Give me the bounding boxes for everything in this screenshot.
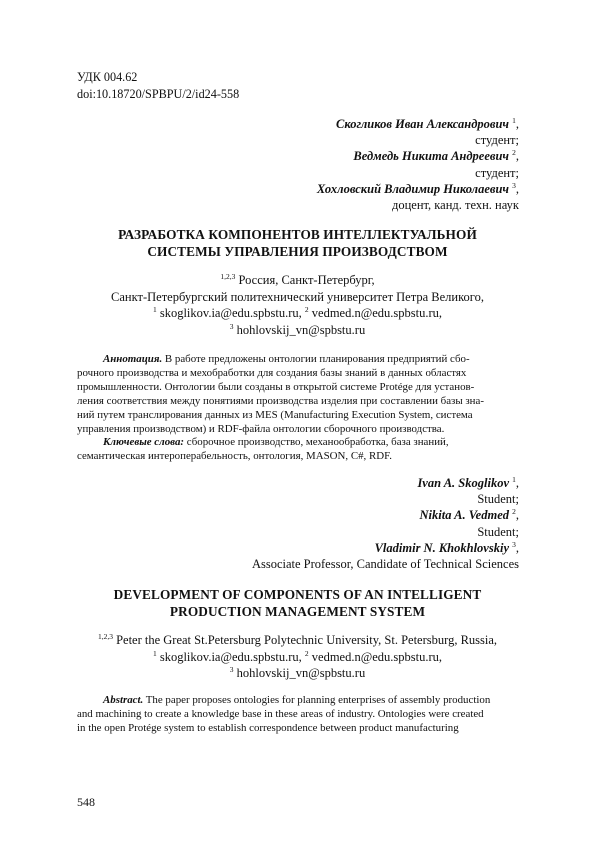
- udk-code: УДК 004.62: [77, 70, 138, 84]
- authors-ru: [317, 116, 519, 213]
- email-1: skoglikov.ia@edu.spbstu.ru,: [156, 306, 305, 321]
- author-en-3: Vladimir N. Khokhlovskiy $^3$,: [374, 539, 519, 555]
- author-en-1-role: Student;: [477, 492, 519, 507]
- affiliation-en: [40, 632, 555, 682]
- author-ru-3-role: доцент, канд. техн. наук: [391, 198, 519, 213]
- author-ru-3: Хохловский Владимир Николаевич $^3$,: [316, 180, 519, 196]
- affiliation-ru-emails: $^1$ skoglikov.ia@edu.spbstu.ru, $^2$ vedmed.n@edu.spbstu.ru,: [152, 305, 443, 321]
- affiliation-ru-email-3: $^3$ hohlovskij_vn@spbstu.ru: [229, 321, 366, 337]
- doi: doi:10.18720/SPBPU/2/id24-558: [77, 87, 240, 101]
- author-ru-2-role: студент;: [475, 165, 519, 180]
- email-3: hohlovskij_vn@spbstu.ru: [233, 322, 366, 337]
- abstract-ru-line-2: рочного производства и мехобработки для создания базы знаний в данных областях: [77, 366, 467, 379]
- abstract-en-line-3: in the open Protége system to establish correspondence between product manufacturing: [77, 721, 459, 734]
- abstract-en: [77, 694, 517, 736]
- affiliation-ru-location: $^{1,2,3}$ Россия, Санкт-Петербург,: [220, 272, 375, 287]
- title-ru-line-1: РАЗРАБОТКА КОМПОНЕНТОВ ИНТЕЛЛЕКТУАЛЬНОЙ: [118, 227, 477, 242]
- author-ru-1-role: студент;: [475, 133, 519, 148]
- author-en-1: Ivan A. Skoglikov $^1$,: [417, 475, 519, 490]
- affiliation-en-emails: $^1$ skoglikov.ia@edu.spbstu.ru, $^2$ vedmed.n@edu.spbstu.ru,: [152, 648, 443, 664]
- affiliation-ru-university: Санкт-Петербургский политехнический университет Петра Великого,: [111, 289, 484, 304]
- title-en-line-2: PRODUCTION MANAGEMENT SYSTEM: [169, 603, 426, 619]
- email-1-en: skoglikov.ia@edu.spbstu.ru,: [156, 649, 305, 664]
- keywords-ru-line-1: Ключевые слова: сборочное производство, механообработка, база знаний,: [103, 436, 449, 449]
- page-number: 548: [77, 795, 95, 809]
- abstract-en-line-1: Abstract. The paper proposes ontologies for planning enterprises of assembly production: [103, 694, 491, 706]
- author-ru-1: Скогликов Иван Александрович $^1$,: [336, 116, 519, 131]
- authors-en: [252, 475, 519, 572]
- affiliation-en-location: $^{1,2,3}$ Peter the Great St.Petersburg Polytechnic University, St. Petersburg, Russia,: [97, 632, 498, 647]
- abstract-en-line-2: and machining to create a knowledge base in these areas of industry. Ontologies were created: [77, 707, 484, 720]
- abstract-ru-line-5: ний путем транслирования данных из MES (Manufacturing Execution System, система: [77, 408, 473, 421]
- affiliation-ru: [40, 272, 555, 338]
- author-ru-2: Ведмедь Никита Андреевич $^2$,: [353, 148, 519, 164]
- author-en-2-role: Student;: [477, 524, 519, 539]
- abstract-ru-line-6: управления производством) и RDF-файла онтологии сборочного производства.: [77, 422, 445, 435]
- keywords-ru-line-2: семантическая интероперабельность, онтология, MASON, C#, RDF.: [77, 450, 393, 463]
- title-ru: [60, 227, 535, 260]
- abstract-ru-line-3: промышленности. Онтологии были созданы в открытой системе Protége для установ-: [77, 380, 475, 393]
- email-2-en: vedmed.n@edu.spbstu.ru,: [308, 649, 443, 664]
- title-ru-line-2: СИСТЕМЫ УПРАВЛЕНИЯ ПРОИЗВОДСТВОМ: [147, 243, 448, 259]
- abstract-ru-line-1: Аннотация. В работе предложены онтологии планирования предприятий сбо-: [103, 353, 470, 365]
- author-en-3-role: Associate Professor, Candidate of Technical Sciences: [251, 557, 519, 572]
- abstract-ru: [77, 353, 517, 464]
- email-2: vedmed.n@edu.spbstu.ru,: [308, 306, 443, 321]
- title-en-line-1: DEVELOPMENT OF COMPONENTS OF AN INTELLIGENT: [113, 587, 482, 602]
- abstract-ru-line-4: ления соответствия между понятиями производства изделия при составлении базы зна-: [77, 394, 484, 407]
- affiliation-en-email-3: $^3$ hohlovskij_vn@spbstu.ru: [229, 665, 366, 681]
- title-en: [60, 587, 535, 620]
- author-en-2: Nikita A. Vedmed $^2$,: [419, 507, 519, 523]
- email-3-en: hohlovskij_vn@spbstu.ru: [233, 666, 366, 681]
